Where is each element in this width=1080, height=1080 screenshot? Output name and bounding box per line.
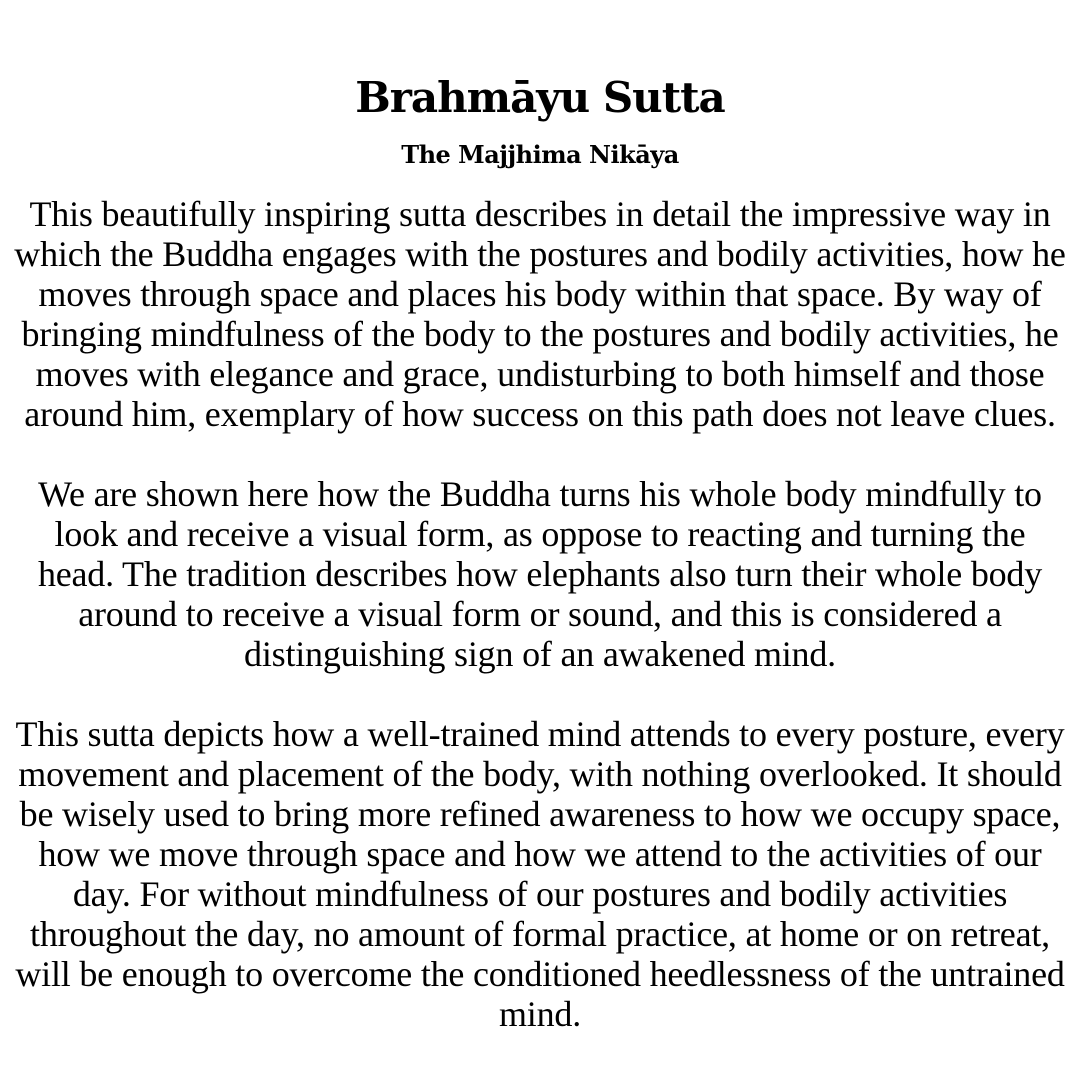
paragraph-2: We are shown here how the Buddha turns his whole body mindfully to look and receive a visual form, as oppose to reacting and turning the head. The tradition describes how elephants also turn their whole body around to receive a visual form or sound, and this is considered a distinguishing sign of an awakened mind. xyxy=(37,474,1043,674)
document-body xyxy=(14,194,1066,1034)
document-subtitle: The Majjhima Nikāya xyxy=(401,140,679,169)
paragraph-1: This beautifully inspiring sutta describes in detail the impressive way in which the Buddha engages with the postures and bodily activities, how he moves through space and places his body within that space. By way of bringing mindfulness of the body to the postures and bodily activities, he moves with elegance and grace, undisturbing to both himself and those around him, exemplary of how success on this path does not leave clues. xyxy=(14,194,1066,434)
paragraph-3: This sutta depicts how a well-trained mind attends to every posture, every movement and placement of the body, with nothing overlooked. It should be wisely used to bring more refined awareness to how we occupy space, how we move through space and how we attend to the activities of our day. For without mindfulness of our postures and bodily activities throughout the day, no amount of formal practice, at home or on retreat, will be enough to overcome the conditioned heedlessness of the untrained mind. xyxy=(15,714,1065,1034)
document-title: Brahmāyu Sutta xyxy=(355,73,725,122)
